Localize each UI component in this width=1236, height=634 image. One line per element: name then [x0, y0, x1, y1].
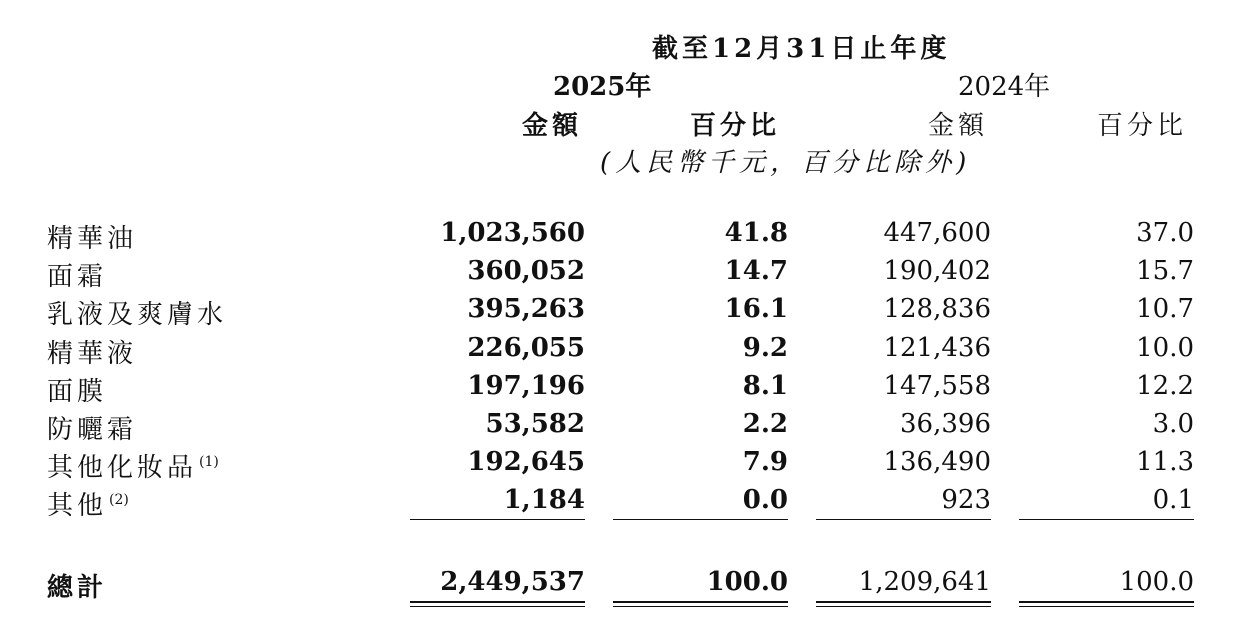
cell-amount-2024: 190,402 — [883, 256, 991, 286]
cell-amount-2024: 147,558 — [883, 371, 991, 401]
cell-amount-2025: 197,196 — [467, 371, 585, 401]
row-label — [47, 447, 219, 484]
cell-pct-2025: 8.1 — [742, 371, 788, 401]
col-pct-2025: 百分比 — [690, 111, 781, 141]
cell-pct-2024: 15.7 — [1136, 256, 1194, 286]
col-pct-2024: 百分比 — [1097, 111, 1188, 141]
year-2025-heading: 2025年 — [553, 72, 652, 102]
cell-amount-2025: 226,055 — [467, 333, 585, 363]
row-label — [47, 333, 137, 370]
cell-pct-2024: 11.3 — [1136, 447, 1194, 477]
row-label-text: 其他 — [47, 491, 108, 521]
cell-amount-2025: 192,645 — [467, 447, 585, 477]
total-pct-2024: 100.0 — [1119, 567, 1194, 597]
row-label-text: 乳液及爽膚水 — [47, 300, 228, 330]
cell-pct-2025: 2.2 — [742, 409, 788, 439]
cell-amount-2025: 53,582 — [485, 409, 585, 439]
col-amount-2025: 金額 — [522, 111, 583, 141]
footnote-marker: (2) — [109, 492, 129, 509]
total-label: 總計 — [47, 573, 108, 603]
subtotal-rule-pct-2024 — [1019, 519, 1194, 520]
cell-pct-2025: 16.1 — [724, 294, 788, 324]
unit-note: (人民幣千元，百分比除外) — [600, 148, 972, 178]
cell-pct-2024: 3.0 — [1152, 409, 1194, 439]
cell-amount-2024: 36,396 — [900, 409, 991, 439]
cell-amount-2024: 447,600 — [883, 218, 991, 248]
row-label-text: 面霜 — [47, 262, 108, 292]
cell-amount-2024: 128,836 — [883, 294, 991, 324]
cell-pct-2025: 41.8 — [724, 218, 788, 248]
cell-pct-2025: 0.0 — [742, 485, 788, 515]
cell-pct-2024: 12.2 — [1136, 371, 1194, 401]
footnote-marker: (1) — [199, 454, 219, 471]
row-label — [47, 256, 107, 293]
cell-pct-2025: 7.9 — [742, 447, 788, 477]
year-2024-heading: 2024年 — [958, 72, 1051, 102]
cell-amount-2025: 395,263 — [467, 294, 585, 324]
total-rule-pct-2025 — [613, 601, 788, 607]
subtotal-rule-amount-2025 — [410, 519, 585, 520]
cell-pct-2024: 10.7 — [1136, 294, 1194, 324]
row-label-text: 防曬霜 — [47, 415, 138, 445]
row-label-text: 精華液 — [47, 339, 138, 369]
cell-pct-2025: 9.2 — [742, 333, 788, 363]
row-label — [47, 485, 129, 522]
row-label — [47, 218, 137, 255]
cell-amount-2024: 923 — [941, 485, 991, 515]
row-label-text: 面膜 — [47, 377, 108, 407]
cell-pct-2024: 37.0 — [1136, 218, 1194, 248]
cell-amount-2025: 1,023,560 — [440, 218, 585, 248]
cell-pct-2024: 10.0 — [1136, 333, 1194, 363]
row-label — [47, 371, 107, 408]
cell-pct-2025: 14.7 — [724, 256, 788, 286]
cell-amount-2024: 121,436 — [883, 333, 991, 363]
total-amount-2024: 1,209,641 — [858, 567, 991, 597]
cell-amount-2024: 136,490 — [883, 447, 991, 477]
row-label-text: 精華油 — [47, 224, 138, 254]
row-label — [47, 409, 137, 446]
period-heading: 截至12月31日止年度 — [652, 34, 951, 64]
subtotal-rule-pct-2025 — [613, 519, 788, 520]
subtotal-rule-amount-2024 — [816, 519, 991, 520]
total-rule-pct-2024 — [1019, 601, 1194, 607]
cell-pct-2024: 0.1 — [1152, 485, 1194, 515]
col-amount-2024: 金額 — [928, 111, 989, 141]
row-label — [47, 294, 227, 331]
cell-amount-2025: 360,052 — [467, 256, 585, 286]
total-rule-amount-2025 — [410, 601, 585, 607]
total-rule-amount-2024 — [816, 601, 991, 607]
total-amount-2025: 2,449,537 — [440, 567, 585, 597]
row-label-text: 其他化妝品 — [47, 453, 198, 483]
cell-amount-2025: 1,184 — [503, 485, 585, 515]
total-pct-2025: 100.0 — [706, 567, 788, 597]
